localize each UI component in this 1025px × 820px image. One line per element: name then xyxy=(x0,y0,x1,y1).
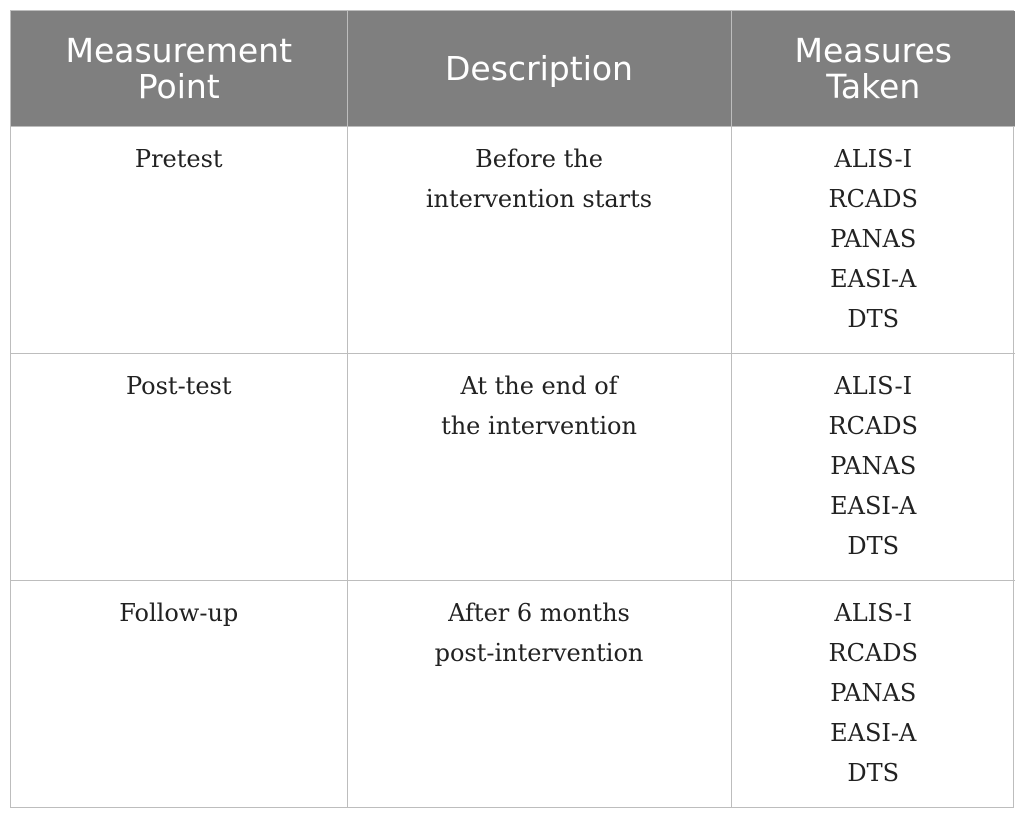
table-header xyxy=(11,11,1015,126)
description-line: Before the xyxy=(475,144,603,173)
table-body xyxy=(11,126,1015,807)
measure-item: RCADS xyxy=(828,638,918,667)
cell-measures-taken xyxy=(731,126,1015,353)
table-row xyxy=(11,353,1015,580)
measure-item: DTS xyxy=(847,758,900,787)
measure-item: DTS xyxy=(847,531,900,560)
measure-item: EASI-A xyxy=(830,491,917,520)
cell-measurement-point: Pretest xyxy=(11,126,347,353)
measurement-table-container xyxy=(10,10,1014,808)
measure-item: PANAS xyxy=(830,678,917,707)
cell-measures-taken xyxy=(731,353,1015,580)
measure-item: ALIS-I xyxy=(834,371,913,400)
description-line: the intervention xyxy=(441,411,637,440)
cell-description xyxy=(347,126,731,353)
measure-item: ALIS-I xyxy=(834,598,913,627)
header-measures-taken xyxy=(731,11,1015,126)
header-measurement-point xyxy=(11,11,347,126)
description-line: After 6 months xyxy=(448,598,630,627)
header-row xyxy=(11,11,1015,126)
measure-item: PANAS xyxy=(830,451,917,480)
cell-measures-taken xyxy=(731,580,1015,807)
header-text-line: Taken xyxy=(826,67,921,107)
cell-description xyxy=(347,580,731,807)
header-text-line: Measures xyxy=(794,31,952,71)
header-text-line: Point xyxy=(137,67,220,107)
cell-measurement-point: Post-test xyxy=(11,353,347,580)
measure-item: RCADS xyxy=(828,411,918,440)
header-text-line: Description xyxy=(445,49,633,89)
header-description xyxy=(347,11,731,126)
measure-item: ALIS-I xyxy=(834,144,913,173)
measurement-schedule-table xyxy=(11,11,1015,807)
description-line: post-intervention xyxy=(434,638,644,667)
description-line: intervention starts xyxy=(425,184,653,213)
measure-item: DTS xyxy=(847,304,900,333)
cell-measurement-point: Follow-up xyxy=(11,580,347,807)
description-line: At the end of xyxy=(460,371,618,400)
header-text-line: Measurement xyxy=(65,31,293,71)
table-row xyxy=(11,126,1015,353)
measure-item: PANAS xyxy=(830,224,917,253)
measure-item: EASI-A xyxy=(830,264,917,293)
table-row xyxy=(11,580,1015,807)
cell-description xyxy=(347,353,731,580)
measure-item: EASI-A xyxy=(830,718,917,747)
measure-item: RCADS xyxy=(828,184,918,213)
